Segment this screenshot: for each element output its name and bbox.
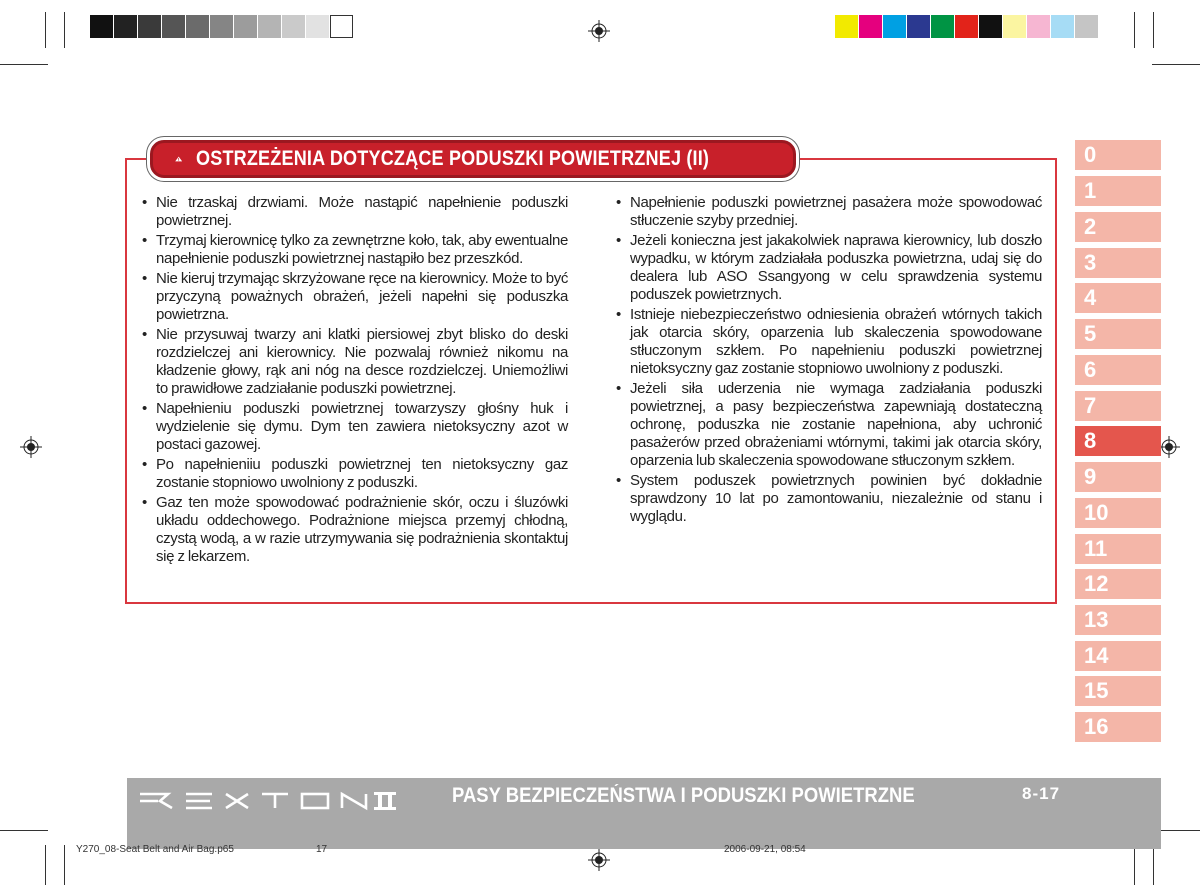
color-swatch	[907, 15, 930, 38]
registration-mark-icon	[1158, 436, 1180, 458]
crop-mark	[45, 12, 46, 48]
list-item: • Nie trzaskaj drzwiami. Może nastąpić napełnienie poduszki powietrznej.	[142, 194, 568, 230]
gray-swatch	[306, 15, 329, 38]
list-item: • Gaz ten może spowodować podrażnienie skór, oczu i śluzówki układu oddechowego. Podrażnione miejsca przemyj chłodną, czystą wodą, a w razie utrzymywania się podrażnienia skontaktuj się z lekarzem.	[142, 494, 568, 566]
gray-swatch	[258, 15, 281, 38]
chapter-tab-2[interactable]: 2	[1075, 212, 1161, 242]
color-swatch	[883, 15, 906, 38]
crop-mark	[64, 845, 65, 885]
color-swatch	[1051, 15, 1074, 38]
chapter-tab-15[interactable]: 15	[1075, 676, 1161, 706]
warning-left-column	[142, 194, 568, 568]
registration-mark-icon	[588, 20, 610, 42]
list-item: • Napełnieniu poduszki powietrznej towarzyszy głośny huk i wydzielenie się dymu. Dym ten zawiera nietoksyczny azot w postaci gazowej.	[142, 400, 568, 454]
warning-right-column	[616, 194, 1042, 528]
print-datetime: 2006-09-21, 08:54	[724, 844, 806, 855]
chapter-tab-4[interactable]: 4	[1075, 283, 1161, 313]
chapter-tab-3[interactable]: 3	[1075, 248, 1161, 278]
chapter-tab-11[interactable]: 11	[1075, 534, 1161, 564]
crop-mark	[0, 64, 48, 65]
color-swatch	[931, 15, 954, 38]
list-item: • Po napełnieniiu poduszki powietrznej ten nietoksyczny gaz zostanie stopniowo uwolniony z poduszki.	[142, 456, 568, 492]
page-number: 8-17	[1022, 784, 1061, 803]
warning-list-right	[616, 194, 1042, 526]
gray-swatch	[90, 15, 113, 38]
print-page: 17	[316, 844, 328, 855]
color-swatch	[1027, 15, 1050, 38]
crop-mark	[1134, 12, 1135, 48]
color-swatch	[955, 15, 978, 38]
crop-mark	[0, 830, 48, 831]
list-item: • Trzymaj kierownicę tylko za zewnętrzne koło, tak, aby ewentualne napełnienie poduszki powietrznej nastąpiło bez przeszkód.	[142, 232, 568, 268]
registration-mark-icon	[588, 849, 610, 871]
chapter-tab-16[interactable]: 16	[1075, 712, 1161, 742]
gray-swatch	[114, 15, 137, 38]
chapter-tab-13[interactable]: 13	[1075, 605, 1161, 635]
rexton-logo-icon	[138, 790, 398, 812]
chapter-tab-8[interactable]: 8	[1075, 426, 1161, 456]
warning-title-banner	[150, 140, 796, 178]
crop-mark	[64, 12, 65, 48]
crop-mark	[1134, 845, 1135, 885]
gray-swatch	[162, 15, 185, 38]
list-item: • Jeżeli siła uderzenia nie wymaga zadziałania poduszki powietrznej, a pasy bezpieczeństwa zapewniają dostateczną ochronę, poduszka nie zostanie napełniona, aby uchronić pasażerów przed obrażeniami wtórnymi, takimi jak otarcia skóry, oparzenia lub skaleczenia spowodowane stłuczonym szkłem.	[616, 380, 1042, 470]
chapter-tab-10[interactable]: 10	[1075, 498, 1161, 528]
chapter-tab-5[interactable]: 5	[1075, 319, 1161, 349]
warning-title: OSTRZEŻENIA DOTYCZĄCE PODUSZKI POWIETRZNEJ (II)	[196, 147, 710, 170]
list-item: • Nie kieruj trzymając skrzyżowane ręce na kierownicy. Może to być przyczyną poważnych obrażeń, jeżeli napełni się poduszka powietrzna.	[142, 270, 568, 324]
crop-mark	[1152, 64, 1200, 65]
gray-swatch	[282, 15, 305, 38]
gray-swatch	[234, 15, 257, 38]
chapter-tab-14[interactable]: 14	[1075, 641, 1161, 671]
gray-swatch	[138, 15, 161, 38]
chapter-tab-6[interactable]: 6	[1075, 355, 1161, 385]
chapter-tab-9[interactable]: 9	[1075, 462, 1161, 492]
color-swatch	[1003, 15, 1026, 38]
registration-mark-icon	[20, 436, 42, 458]
section-title: PASY BEZPIECZEŃSTWA I PODUSZKI POWIETRZNE	[452, 784, 915, 807]
list-item: • System poduszek powietrznych powinien być dokładnie sprawdzony 10 lat po zamontowaniu, niezależnie od stanu i wyglądu.	[616, 472, 1042, 526]
list-item: • Napełnienie poduszki powietrznej pasażera może spowodować stłuczenie szyby przedniej.	[616, 194, 1042, 230]
crop-mark	[45, 845, 46, 885]
color-swatch	[859, 15, 882, 38]
chapter-tab-1[interactable]: 1	[1075, 176, 1161, 206]
chapter-tab-0[interactable]: 0	[1075, 140, 1161, 170]
list-item: • Jeżeli konieczna jest jakakolwiek naprawa kierownicy, lub doszło wypadku, w którym zadziałała poduszka powietrzna, udaj się do dealera lub ASO Ssangyong w celu sprawdzenia systemu poduszek powietrznych.	[616, 232, 1042, 304]
crop-mark	[1153, 12, 1154, 48]
list-item: • Istnieje niebezpieczeństwo odniesienia obrażeń wtórnych takich jak otarcia skóry, oparzenia lub skaleczenia spowodowane stłuczonym szkłem. Po napełnieniu poduszki powietrznej nietoksyczny gaz zostanie stopniowo uwolniony z poduszki.	[616, 306, 1042, 378]
crop-mark	[1153, 845, 1154, 885]
warning-triangle-icon	[175, 147, 182, 171]
list-item: • Nie przysuwaj twarzy ani klatki piersiowej zbyt blisko do deski rozdzielczej ani kierownicy. Nie pozwalaj również nikomu na kładzenie głowy, rąk ani nóg na desce rozdzielczej. Uniemożliwi to prawidłowe zadziałanie poduszki powietrznej.	[142, 326, 568, 398]
gray-swatch	[330, 15, 353, 38]
color-swatch	[979, 15, 1002, 38]
color-swatch	[1075, 15, 1098, 38]
print-file-name: Y270_08-Seat Belt and Air Bag.p65	[76, 844, 234, 855]
gray-swatch	[186, 15, 209, 38]
warning-list-left	[142, 194, 568, 566]
gray-swatch	[210, 15, 233, 38]
chapter-tab-7[interactable]: 7	[1075, 391, 1161, 421]
color-swatch	[835, 15, 858, 38]
chapter-tab-12[interactable]: 12	[1075, 569, 1161, 599]
